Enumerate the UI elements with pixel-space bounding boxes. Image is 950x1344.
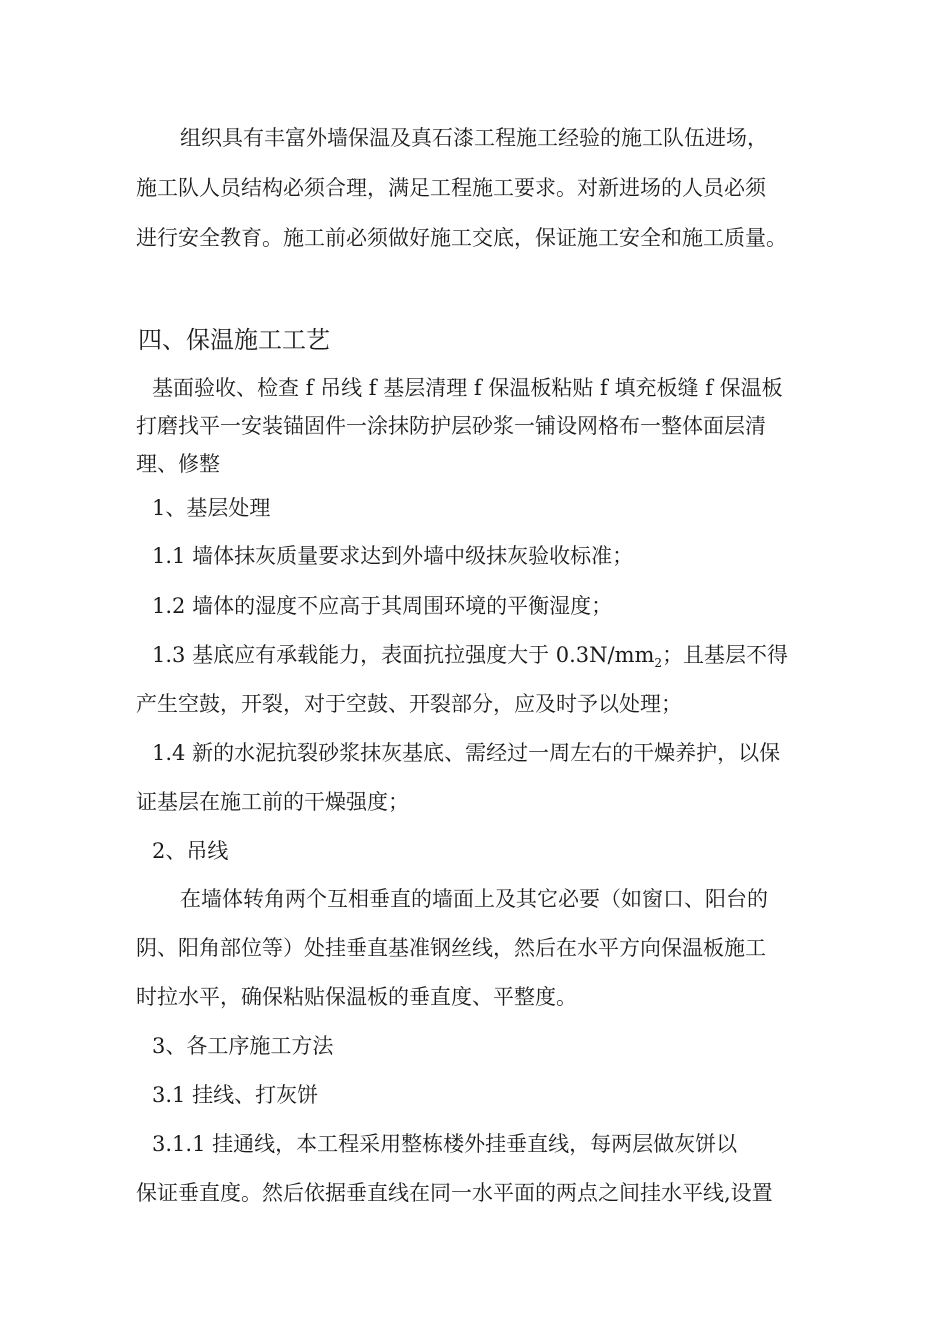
section-title: 四、保温施工工艺 (138, 326, 330, 354)
s2-line-2: 阴、阳角部位等）处挂垂直基准钢丝线，然后在水平方向保温板施工 (136, 936, 766, 960)
sub-3-1: 3.1 挂线、打灰饼 (152, 1083, 319, 1107)
process-flow-line-2: 打磨找平一安装锚固件一涂抹防护层砂浆一铺设网格布一整体面层清 (136, 414, 766, 438)
item-1-3-text: 1.3 基底应有承载能力，表面抗拉强度大于 0.3N/mm (152, 643, 655, 667)
subsection-title-1: 1、基层处理 (152, 496, 271, 520)
item-1-3-line-1 (152, 641, 788, 677)
intro-line-1: 组织具有丰富外墙保温及真石漆工程施工经验的施工队伍进场， (180, 126, 768, 150)
process-flow-line-3: 理、修整 (136, 452, 220, 476)
item-1-4-line-1: 1.4 新的水泥抗裂砂浆抹灰基底、需经过一周左右的干燥养护，以保 (152, 741, 781, 765)
process-flow-line-1: 基面验收、检查 f 吊线 f 基层清理 f 保温板粘贴 f 填充板缝 f 保温板 (152, 376, 783, 400)
item-1-4-line-2: 证基层在施工前的干燥强度； (136, 790, 409, 814)
item-1-1: 1.1 墙体抹灰质量要求达到外墙中级抹灰验收标准； (152, 544, 634, 568)
subsection-title-3: 3、各工序施工方法 (152, 1034, 334, 1058)
intro-line-2: 施工队人员结构必须合理，满足工程施工要求。对新进场的人员必须 (136, 176, 766, 200)
subsection-title-2: 2、吊线 (152, 839, 229, 863)
item-1-3-text-cont: ；且基层不得 (662, 643, 789, 667)
unit-superscript: 2 (654, 656, 663, 671)
sub-3-1-1-line-2: 保证垂直度。然后依据垂直线在同一水平面的两点之间挂水平线,设置 (136, 1181, 773, 1205)
s2-line-3: 时拉水平，确保粘贴保温板的垂直度、平整度。 (136, 985, 577, 1009)
s2-line-1: 在墙体转角两个互相垂直的墙面上及其它必要（如窗口、阳台的 (180, 887, 768, 911)
intro-line-3: 进行安全教育。施工前必须做好施工交底，保证施工安全和施工质量。 (136, 226, 787, 250)
item-1-3-line-2: 产生空鼓，开裂，对于空鼓、开裂部分，应及时予以处理； (136, 692, 682, 716)
sub-3-1-1-line-1: 3.1.1 挂通线，本工程采用整栋楼外挂垂直线，每两层做灰饼以 (152, 1132, 738, 1156)
item-1-2: 1.2 墙体的湿度不应高于其周围环境的平衡湿度； (152, 594, 613, 618)
